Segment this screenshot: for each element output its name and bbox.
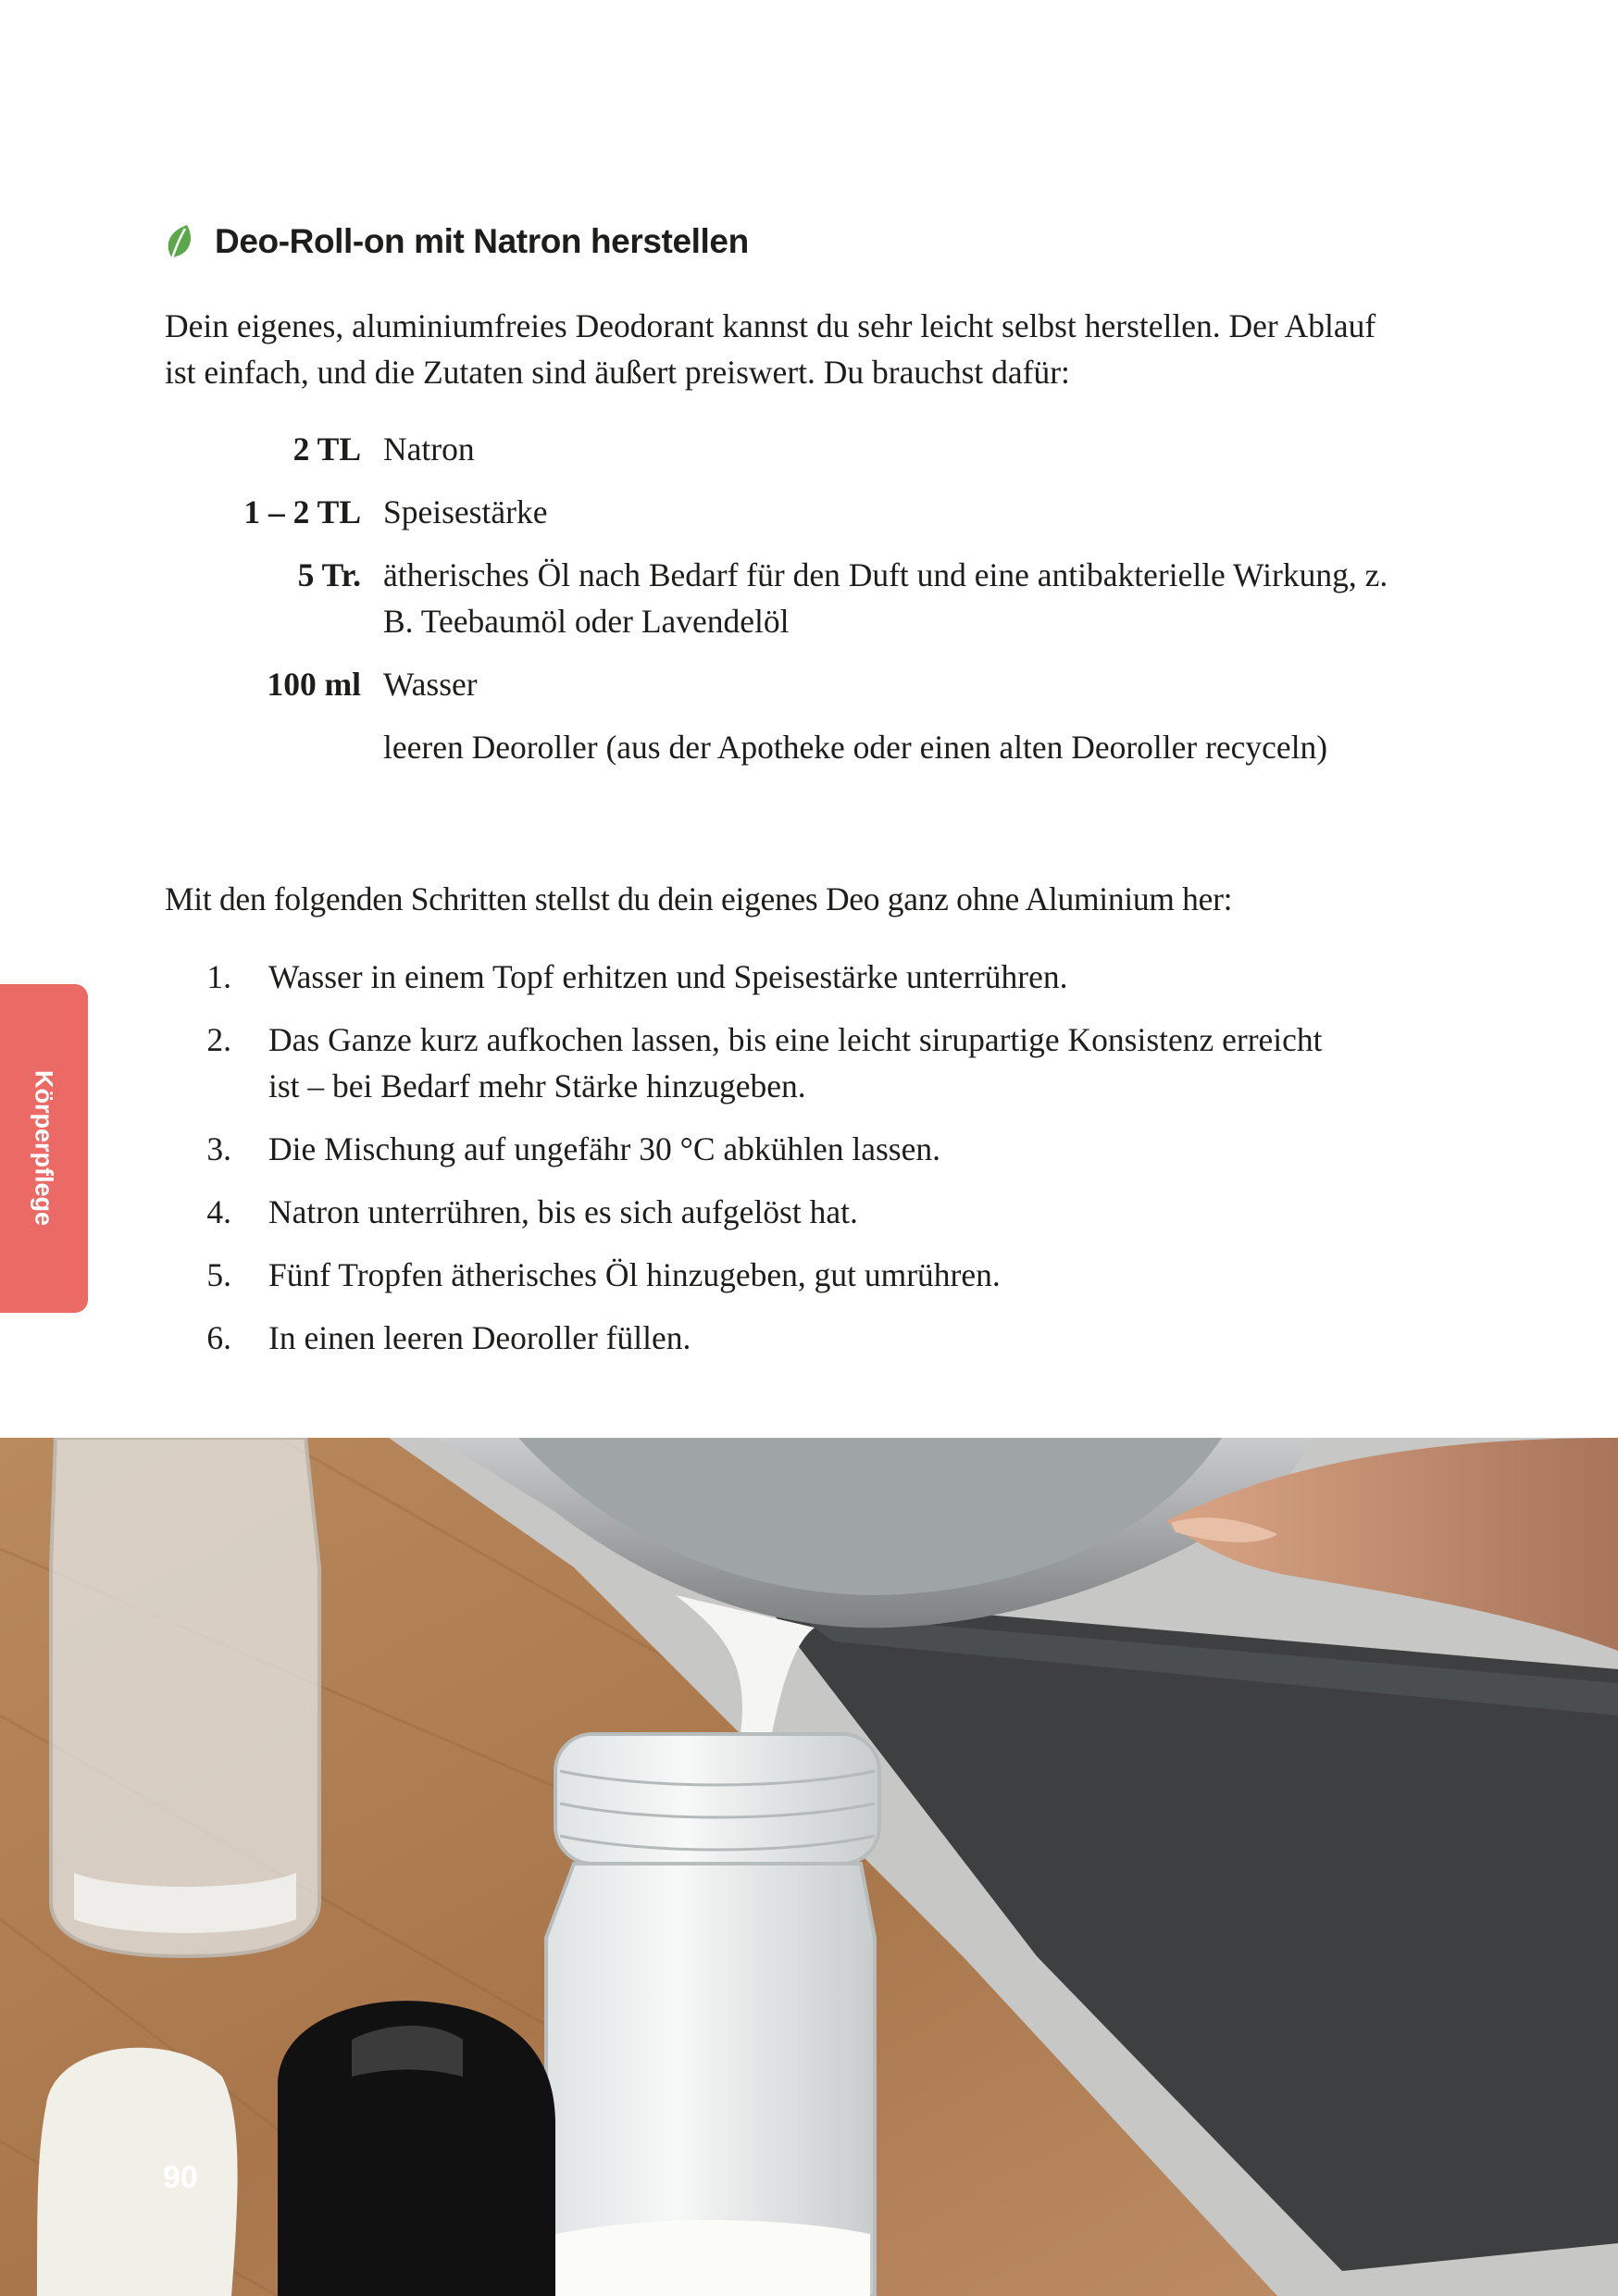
- ingredient-quantity: 5 Tr.: [297, 556, 361, 593]
- step-text: In einen leeren Deoroller füllen.: [268, 1319, 691, 1356]
- ingredient-quantity: 1 – 2 TL: [243, 493, 361, 530]
- ingredient-row: [165, 724, 1442, 770]
- pouring-deodorant-photo: [0, 1438, 1618, 2296]
- ingredient-row: [165, 489, 1442, 535]
- step-number: 4.: [206, 1193, 231, 1230]
- step-text: Wasser in einem Topf erhitzen und Speisestärke unterrühren.: [268, 958, 1068, 995]
- step-text: Fünf Tropfen ätherisches Öl hinzugeben, gut umrühren.: [268, 1256, 1001, 1293]
- ingredient-name: Natron: [383, 430, 475, 468]
- step-list: [165, 954, 1442, 1378]
- chapter-label: Körperpflege: [30, 1069, 58, 1227]
- ingredient-name: Wasser: [383, 666, 478, 703]
- step-item: [165, 1126, 1442, 1172]
- ingredient-row: [165, 661, 1442, 707]
- step-item: [165, 1252, 1442, 1298]
- step-item: [165, 1189, 1442, 1235]
- leaf-icon: [165, 223, 196, 260]
- ingredient-name: ätherisches Öl nach Bedarf für den Duft und eine antibakterielle Wirkung, z. B. Teebaumöl oder Lavendelöl: [383, 556, 1388, 640]
- ingredient-quantity: 100 ml: [267, 666, 361, 703]
- ingredient-name: Speisestärke: [383, 493, 548, 530]
- step-number: 3.: [206, 1130, 231, 1167]
- ingredient-row: [165, 552, 1442, 644]
- steps-intro: Mit den folgenden Schritten stellst du dein eigenes Deo ganz ohne Aluminium her:: [165, 880, 1233, 917]
- step-item: [165, 1017, 1442, 1109]
- step-number: 1.: [206, 958, 231, 995]
- section-title: Deo-Roll-on mit Natron herstellen: [215, 222, 749, 260]
- step-item: [165, 954, 1442, 1000]
- ingredient-list: [165, 426, 1442, 787]
- step-item: [165, 1315, 1442, 1361]
- page-number: 90: [163, 2160, 198, 2195]
- ingredient-row: [165, 426, 1442, 472]
- intro-paragraph: Dein eigenes, aluminiumfreies Deodorant kannst du sehr leicht selbst herstellen. Der Ablauf ist einfach, und die Zutaten sind äußert preiswert. Du brauchst dafür:: [165, 307, 1376, 391]
- step-text: Das Ganze kurz aufkochen lassen, bis eine leicht sirupartige Konsistenz erreicht ist – bei Bedarf mehr Stärke hinzugeben.: [268, 1021, 1323, 1104]
- ingredient-name: leeren Deoroller (aus der Apotheke oder einen alten Deoroller recyceln): [383, 729, 1328, 766]
- step-text: Natron unterrühren, bis es sich aufgelöst hat.: [268, 1193, 858, 1230]
- step-text: Die Mischung auf ungefähr 30 °C abkühlen lassen.: [268, 1130, 940, 1167]
- ingredient-quantity: [165, 724, 383, 770]
- step-number: 2.: [206, 1021, 231, 1058]
- ingredient-quantity: 2 TL: [292, 430, 361, 468]
- step-number: 6.: [206, 1319, 231, 1356]
- chapter-side-tab: [0, 984, 88, 1313]
- section-heading: [165, 222, 749, 261]
- step-number: 5.: [206, 1256, 231, 1293]
